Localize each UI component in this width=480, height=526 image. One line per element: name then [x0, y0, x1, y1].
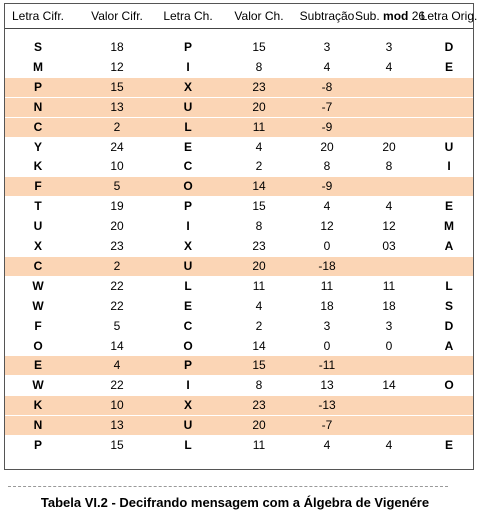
table-cell: 03	[382, 239, 396, 253]
table-cell: O	[183, 338, 193, 353]
table-cell: I	[447, 159, 451, 174]
table-cell: 22	[110, 298, 124, 313]
table-cell: 2	[113, 119, 121, 134]
table-row	[5, 58, 473, 77]
table-cell: 4	[323, 438, 331, 452]
table-cell: M	[444, 219, 454, 234]
table-cell	[418, 257, 480, 276]
table-cell: P	[183, 199, 192, 214]
table-cell: 5	[113, 179, 121, 194]
table-row	[5, 237, 473, 256]
table-cell: F	[34, 179, 42, 194]
table-cell: L	[184, 438, 192, 452]
table-cell: O	[33, 338, 43, 353]
table-cell: 20	[252, 99, 266, 114]
table-cell: M	[33, 59, 43, 74]
table-cell: 20	[252, 258, 266, 273]
table-cell: E	[444, 199, 453, 214]
table-cell: -8	[321, 79, 333, 94]
table-cell: C	[33, 119, 43, 134]
table-cell: K	[33, 159, 43, 174]
table-cell: O	[183, 179, 193, 194]
table-row	[5, 157, 473, 176]
table-cell	[355, 118, 423, 137]
table-cell: 2	[255, 318, 263, 333]
table-cell	[418, 356, 480, 375]
table-cell: 18	[320, 298, 334, 313]
table-cell: 24	[110, 139, 124, 154]
table-cell: 13	[110, 99, 124, 114]
table-cell	[355, 78, 423, 97]
table-header	[5, 4, 478, 29]
table-cell: P	[33, 79, 42, 94]
column-header: Valor Ch.	[234, 9, 284, 23]
table-cell: X	[183, 239, 192, 253]
table-row	[5, 337, 473, 356]
table-row	[5, 436, 473, 455]
table-row	[5, 138, 473, 157]
table-cell: K	[33, 398, 43, 413]
table-cell: T	[34, 199, 42, 214]
table-cell	[418, 118, 480, 137]
table-cell: 4	[323, 59, 331, 74]
table-cell: E	[444, 59, 453, 74]
table-cell	[418, 416, 480, 435]
table-row	[5, 98, 473, 117]
table-cell: U	[183, 418, 193, 433]
table-cell	[418, 177, 480, 196]
table-cell: C	[183, 318, 193, 333]
table-cell: 13	[320, 378, 334, 393]
table-cell: 4	[255, 139, 263, 154]
table-cell: I	[186, 59, 190, 74]
table-cell: 15	[110, 438, 124, 452]
table-cell: 8	[255, 219, 263, 234]
column-header: Valor Cifr.	[91, 9, 143, 23]
table-row	[5, 197, 473, 216]
table-cell	[418, 396, 480, 415]
column-header: Letra Cifr.	[11, 9, 65, 23]
table-cell: 23	[252, 239, 266, 253]
table-cell: 18	[110, 40, 124, 54]
table-cell	[355, 416, 423, 435]
table-row	[5, 376, 473, 395]
table-cell: 11	[320, 278, 334, 293]
table-cell: N	[33, 418, 43, 433]
table-cell: U	[444, 139, 454, 154]
table-cell: E	[183, 298, 192, 313]
table-cell: 0	[323, 338, 331, 353]
table-row	[5, 297, 473, 316]
table-cell: 11	[252, 119, 266, 134]
table-cell: -9	[321, 179, 333, 194]
table-cell	[418, 98, 480, 117]
table-cell: 4	[113, 358, 121, 373]
table-cell: 3	[385, 40, 393, 54]
table-cell: I	[186, 219, 190, 234]
table-row	[5, 416, 473, 435]
table-cell: 4	[385, 438, 393, 452]
table-cell: 3	[323, 318, 331, 333]
column-header: Subtração	[299, 9, 355, 23]
table-cell: E	[183, 139, 192, 154]
table-row	[5, 38, 473, 57]
table-caption: Tabela VI.2 - Decifrando mensagem com a Álgebra de Vigenére	[40, 495, 430, 510]
table-cell: 13	[110, 418, 124, 433]
table-cell: U	[183, 99, 193, 114]
table-cell: 11	[382, 278, 396, 293]
table-cell: 0	[323, 239, 331, 253]
table-cell	[355, 257, 423, 276]
table-cell: O	[444, 378, 454, 393]
table-cell: 20	[320, 139, 334, 154]
table-cell: 12	[382, 219, 396, 234]
table-cell: 5	[113, 318, 121, 333]
table-cell	[355, 396, 423, 415]
table-cell: -13	[318, 398, 336, 413]
table-cell: P	[183, 358, 192, 373]
table-cell: 18	[382, 298, 396, 313]
table-cell: -18	[318, 258, 336, 273]
table-row	[5, 177, 473, 196]
column-header: Letra Ch.	[163, 9, 213, 23]
table-cell: S	[444, 298, 453, 313]
table-cell: S	[33, 40, 42, 54]
table-cell: U	[33, 219, 43, 234]
table-cell: U	[183, 258, 193, 273]
table-row	[5, 356, 473, 375]
table-cell: -11	[318, 358, 336, 373]
table-cell: L	[445, 278, 453, 293]
table-cell: 8	[255, 59, 263, 74]
table-cell: X	[33, 239, 42, 253]
table-row	[5, 257, 473, 276]
table-cell: 15	[252, 199, 266, 214]
table-cell: 19	[110, 199, 124, 214]
table-cell: 14	[252, 338, 266, 353]
table-cell: -7	[321, 99, 333, 114]
table-cell: D	[444, 318, 454, 333]
table-cell: I	[186, 378, 190, 393]
table-cell: C	[33, 258, 43, 273]
table-cell: 8	[385, 159, 393, 174]
table-cell: 4	[385, 199, 393, 214]
table-cell	[418, 78, 480, 97]
table-cell: 15	[252, 40, 266, 54]
table-cell: 10	[110, 398, 124, 413]
table-cell: 4	[255, 298, 263, 313]
table-cell: P	[33, 438, 42, 452]
table-cell: L	[184, 278, 192, 293]
table-cell: -9	[321, 119, 333, 134]
table-cell: X	[183, 398, 192, 413]
table-cell: 20	[252, 418, 266, 433]
table-row	[5, 277, 473, 296]
table-row	[5, 396, 473, 415]
table-cell: 12	[110, 59, 124, 74]
table-cell: F	[34, 318, 42, 333]
table-cell: N	[33, 99, 43, 114]
table-cell: -7	[321, 418, 333, 433]
table-cell: D	[444, 40, 454, 54]
table-cell: 23	[110, 239, 124, 253]
table-cell: 11	[252, 438, 266, 452]
table-cell: W	[32, 298, 44, 313]
table-cell: 10	[110, 159, 124, 174]
table-cell: 14	[382, 378, 396, 393]
decryption-table	[4, 3, 478, 470]
table-cell: 20	[110, 219, 124, 234]
table-cell: 2	[255, 159, 263, 174]
table-cell	[355, 177, 423, 196]
table-cell: 15	[252, 358, 266, 373]
table-cell: 15	[110, 79, 124, 94]
table-row	[5, 317, 473, 336]
table-cell: A	[444, 338, 454, 353]
table-row	[5, 78, 473, 97]
table-cell: 23	[252, 79, 266, 94]
table-cell: 14	[252, 179, 266, 194]
table-cell: 14	[110, 338, 124, 353]
table-cell: C	[183, 159, 193, 174]
table-cell: 22	[110, 378, 124, 393]
table-cell: Y	[33, 139, 42, 154]
table-cell	[355, 356, 423, 375]
table-cell: E	[33, 358, 42, 373]
divider	[8, 486, 448, 487]
table-cell: 4	[385, 59, 393, 74]
table-cell: 22	[110, 278, 124, 293]
table-row	[5, 118, 473, 137]
table-cell: 20	[382, 139, 396, 154]
column-header: Sub. mod 26	[355, 9, 426, 23]
table-cell: 8	[255, 378, 263, 393]
table-cell: 11	[252, 278, 266, 293]
table-cell: 3	[323, 40, 331, 54]
table-cell: 8	[323, 159, 331, 174]
table-cell: P	[183, 40, 192, 54]
table-cell: W	[32, 378, 44, 393]
table-cell: X	[183, 79, 192, 94]
table-cell: 0	[385, 338, 393, 353]
table-cell	[355, 98, 423, 117]
column-header: Letra Orig.	[420, 9, 478, 23]
table-cell: 12	[320, 219, 334, 234]
table-row	[5, 217, 473, 236]
table-cell: L	[184, 119, 192, 134]
table-cell: A	[444, 239, 454, 253]
table-cell: 3	[385, 318, 393, 333]
table-cell: 2	[113, 258, 121, 273]
table-cell: 4	[323, 199, 331, 214]
table-cell: 23	[252, 398, 266, 413]
table-cell: E	[444, 438, 453, 452]
table-cell: W	[32, 278, 44, 293]
